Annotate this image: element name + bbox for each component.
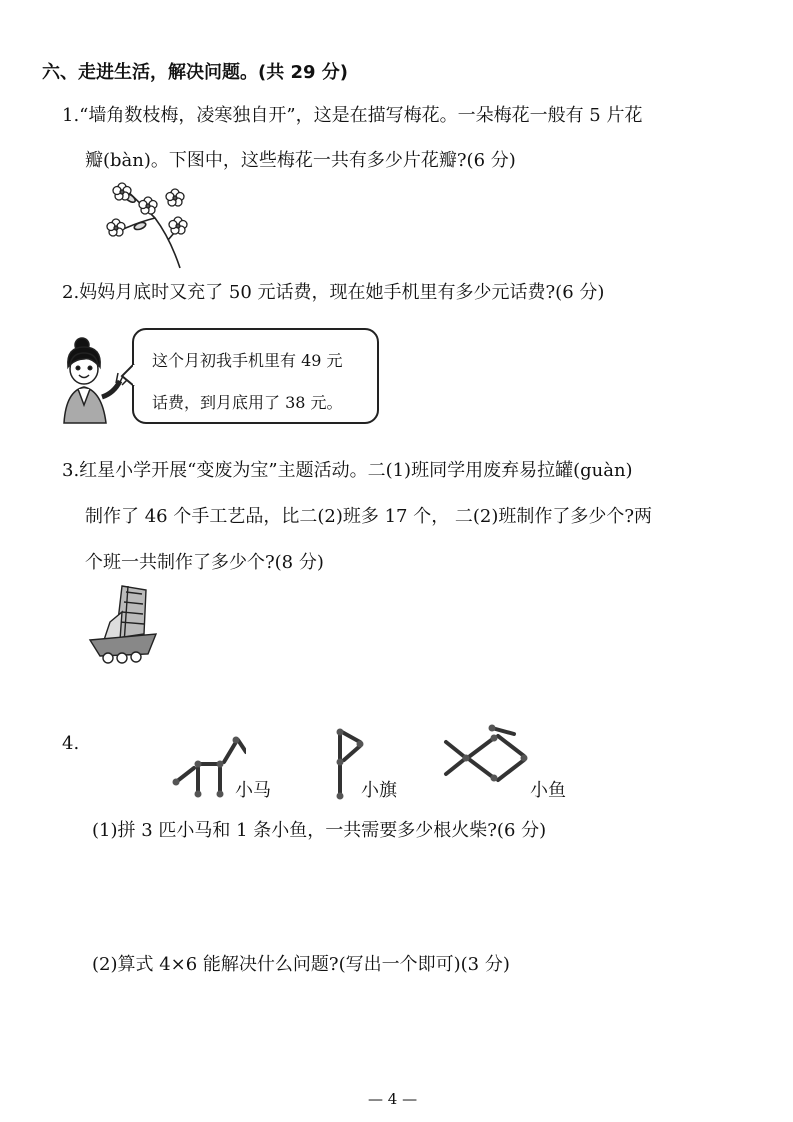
plum-blossom-branch-icon [100,178,195,270]
speech-bubble [132,328,379,424]
q3-text-line3: 个班一共制作了多少个?(8 分) [85,552,324,573]
label-fish: 小鱼 [530,780,566,801]
q4-number: 4. [62,733,80,754]
q4-sub1: (1)拼 3 匹小马和 1 条小鱼，一共需要多少根火柴?(6 分) [92,820,547,841]
matchstick-fish-icon [442,722,534,796]
section-title: 六、走进生活，解决问题。(共 29 分) [42,62,349,83]
bubble-tail [120,362,136,388]
label-flag: 小旗 [361,780,397,801]
q4-sub2: (2)算式 4×6 能解决什么问题?(写出一个即可)(3 分) [92,954,510,975]
label-horse: 小马 [235,780,271,801]
page-number: — 4 — [368,1090,418,1108]
bubble-text-line1: 这个月初我手机里有 49 元 [152,351,343,370]
q3-text-line1: 3.红星小学开展“变废为宝”主题活动。二(1)班同学用废弃易拉罐(guàn) [62,460,633,481]
q1-text-line1: 1.“墙角数枝梅，凌寒独自开”，这是在描写梅花。一朵梅花一般有 5 片花 [62,105,643,126]
can-boat-craft-icon [88,582,160,666]
q3-text-line2: 制作了 46 个手工艺品，比二(2)班多 17 个， 二(2)班制作了多少个?两 [85,506,653,527]
q1-text-line2: 瓣(bàn)。下图中，这些梅花一共有多少片花瓣?(6 分) [85,150,516,171]
q2-text-line1: 2.妈妈月底时又充了 50 元话费，现在她手机里有多少元话费?(6 分) [62,282,605,303]
bubble-text-line2: 话费，到月底用了 38 元。 [152,393,343,412]
